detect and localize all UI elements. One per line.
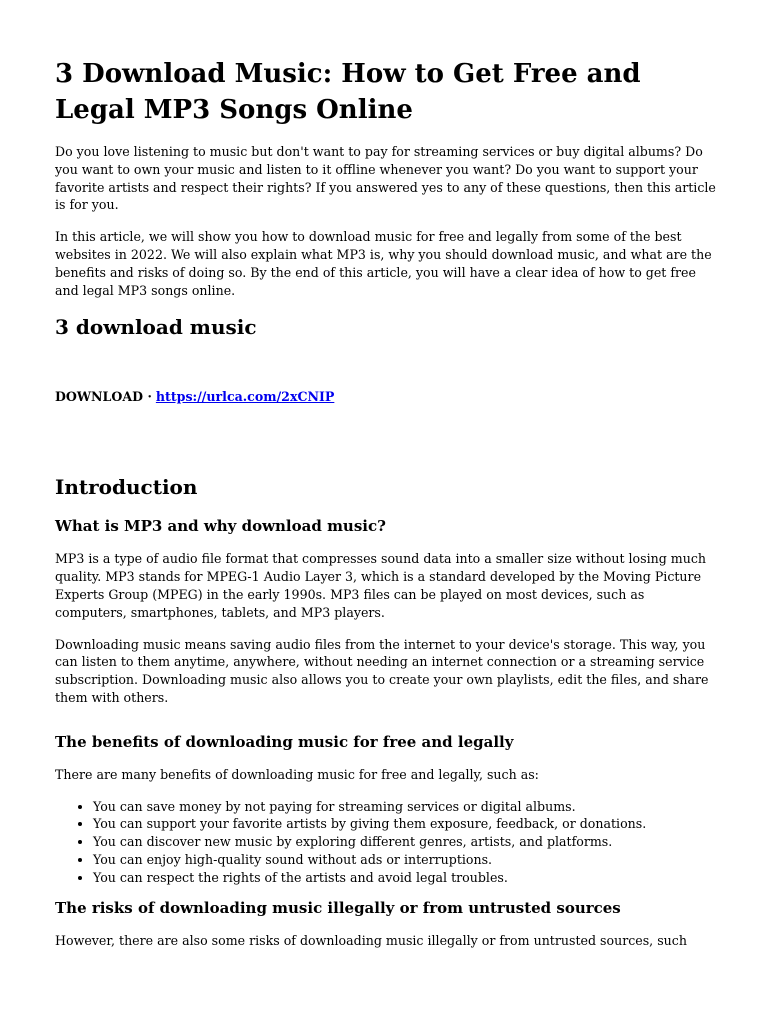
risks-intro: However, there are also some risks of downloading music illegally or from untrusted sources, such (55, 932, 687, 948)
page-title: 3 Download Music: How to Get Free and Legal MP3 Songs Online (55, 59, 641, 125)
benefits-intro: There are many benefits of downloading music for free and legally, such as: (55, 766, 539, 782)
list-item: • You can enjoy high-quality sound without ads or interruptions. (93, 851, 717, 869)
list-item: • You can respect the rights of the artists and avoid legal troubles. (93, 869, 717, 887)
mp3-subheading: What is MP3 and why download music? (55, 517, 386, 536)
download-heading: 3 download music (55, 315, 257, 340)
document-page (55, 56, 717, 963)
list-item: • You can discover new music by exploring different genres, artists, and platforms. (93, 833, 717, 851)
list-item: • You can save money by not paying for streaming services or digital albums. (93, 798, 717, 816)
download-link[interactable]: https://urlca.com/2xCNIP (155, 389, 335, 405)
benefits-list (55, 798, 717, 887)
download-line (55, 388, 717, 406)
mp3-paragraph-1: MP3 is a type of audio file format that compresses sound data into a smaller size without losing much quality. MP3 stands for MPEG-1 Audio Layer 3, which is a standard developed by the Moving Picture Experts Group (MPEG) in the early 1990s. MP3 files can be played on most devices, such as computers, smartphones, tablets, and MP3 players. (55, 551, 707, 620)
benefits-heading: The benefits of downloading music for free and legally (55, 732, 514, 751)
intro-paragraph-1: Do you love listening to music but don't want to pay for streaming services or buy digital albums? Do you want to own your music and listen to it offline whenever you want? Do you want to support your favorite artists and respect their rights? If you answered yes to any of these questions, then this article is for you. (55, 144, 716, 213)
intro-paragraph-2: In this article, we will show you how to download music for free and legally from some of the best websites in 2022. We will also explain what MP3 is, why you should download music, and what are the benefits and risks of doing so. By the end of this article, you will have a clear idea of how to get free and legal MP3 songs online. (55, 229, 712, 298)
list-item: • You can support your favorite artists by giving them exposure, feedback, or donations. (93, 815, 717, 833)
introduction-heading: Introduction (55, 475, 198, 500)
mp3-paragraph-2: Downloading music means saving audio files from the internet to your device's storage. This way, you can listen to them anytime, anywhere, without needing an internet connection or a streaming service subscription. Downloading music also allows you to create your own playlists, edit the files, and share them with others. (55, 636, 709, 705)
download-label: DOWNLOAD · (55, 389, 152, 405)
risks-heading: The risks of downloading music illegally or from untrusted sources (55, 898, 621, 917)
